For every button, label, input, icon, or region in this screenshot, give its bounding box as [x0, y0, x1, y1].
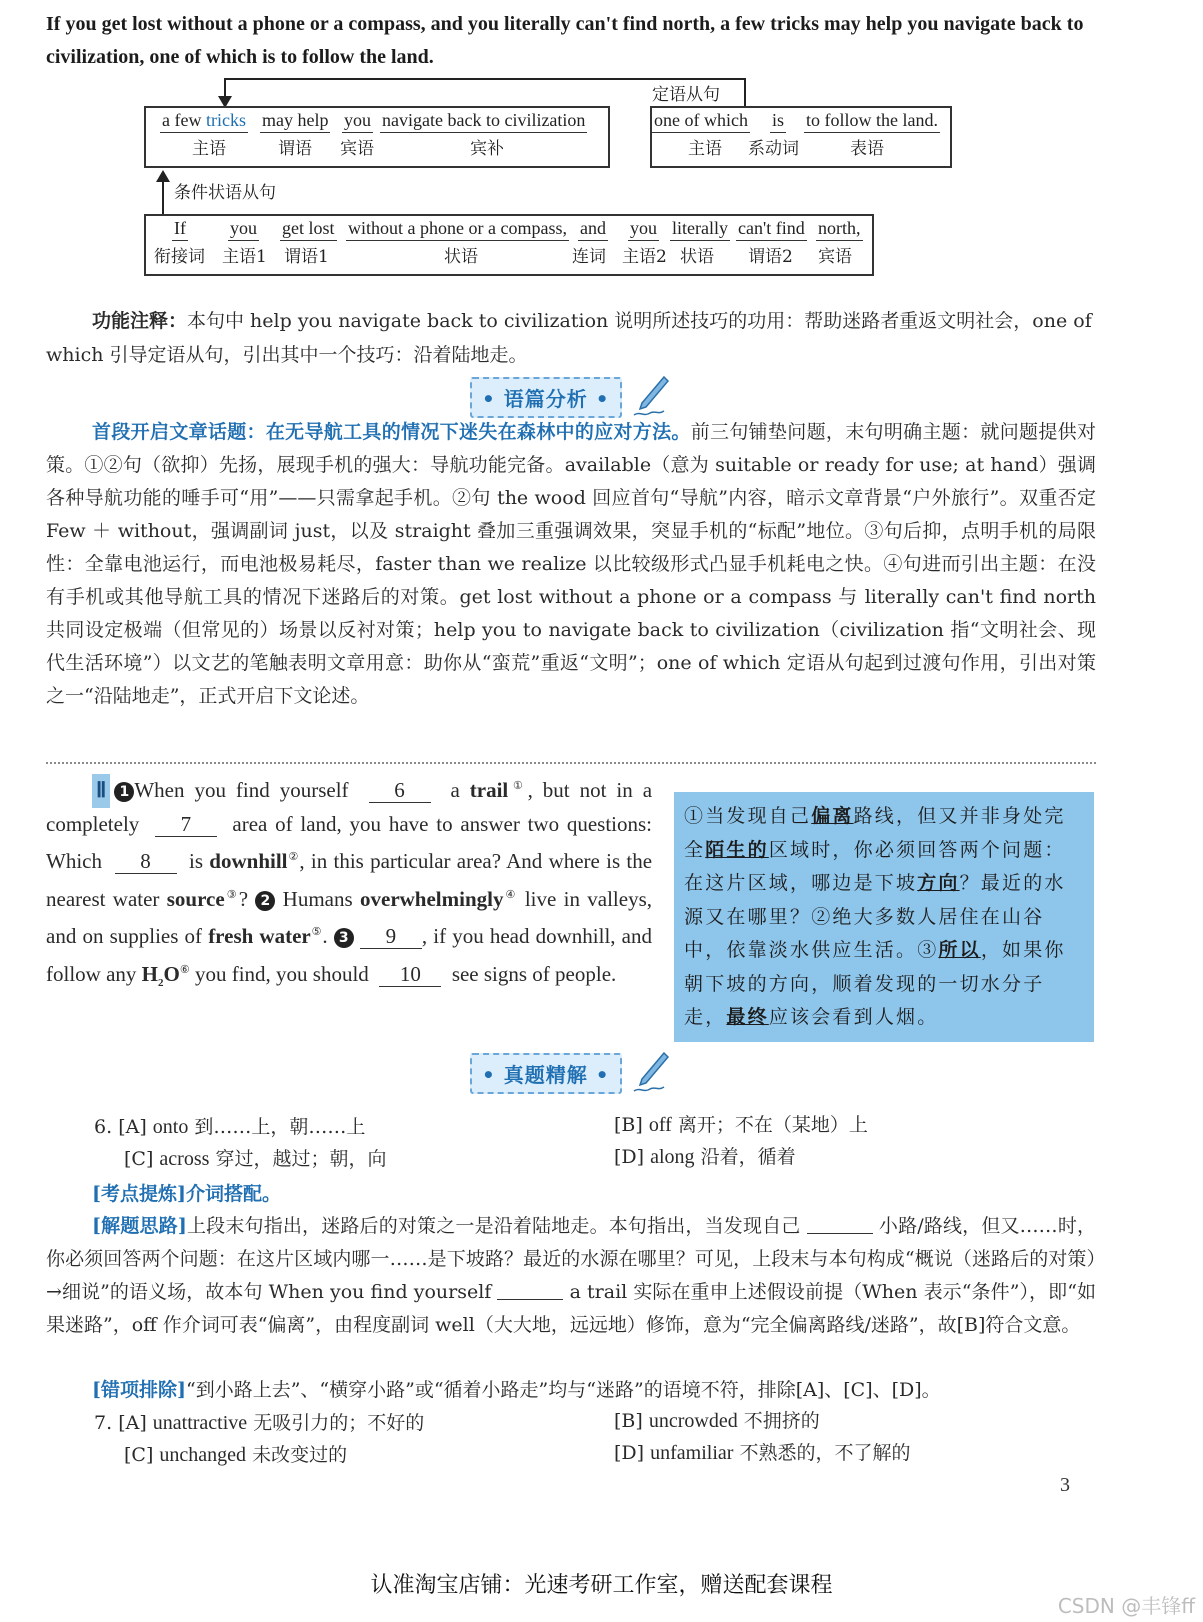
passage-text: is: [189, 849, 204, 873]
sentence-marker: 1: [114, 782, 134, 802]
footnote-marker: ⑥: [179, 963, 190, 976]
keyword: downhill: [209, 849, 288, 873]
pen-icon: [630, 375, 670, 419]
option-key: [B]: [614, 1114, 643, 1136]
footer-notice: 认准淘宝店铺：光速考研工作室，赠送配套课程: [370, 1573, 833, 1598]
q7-option-a[interactable]: [94, 1408, 424, 1438]
option-key: [C]: [124, 1444, 154, 1466]
phrase-linking-verb: is: [770, 110, 786, 133]
role-label: 状语: [680, 247, 714, 267]
test-point-text: 介词搭配。: [185, 1183, 281, 1205]
watermark: CSDN @丰锋ff: [1057, 1594, 1195, 1618]
q6-exclusion: [46, 1374, 1096, 1407]
phrase-object: north,: [816, 218, 863, 241]
section-header-discourse-analysis: [470, 378, 670, 416]
conditional-clause-label: 条件状语从句: [174, 183, 276, 203]
connector-line: [744, 78, 746, 108]
question-number: 6.: [94, 1116, 113, 1138]
passage-text: Humans: [282, 886, 353, 911]
passage-text: , if you head downhill, and follow any: [46, 924, 653, 986]
sentence-marker: 2: [255, 891, 275, 911]
option-meaning: 沿着，循着: [700, 1146, 796, 1168]
option-key: [C]: [124, 1148, 154, 1170]
phrase-object: you: [342, 110, 373, 133]
option-meaning: 不拥挤的: [743, 1410, 820, 1432]
translation-text: 区域时，你必须回答两个问题：在这片区域，哪边是下坡: [684, 838, 1066, 894]
option-word: onto: [152, 1116, 189, 1138]
passage-text: , in this particular area? And where is the nearest water: [46, 849, 653, 911]
q6-option-d[interactable]: [614, 1142, 796, 1172]
inline-blank: [807, 1216, 873, 1234]
translation-text: 应该会看到人烟。: [768, 1006, 939, 1028]
option-meaning: 无吸引力的；不好的: [253, 1412, 425, 1434]
role-label: 谓语2: [748, 247, 793, 267]
q7-option-b[interactable]: [614, 1406, 820, 1436]
keyword: trail: [469, 778, 509, 802]
option-word: unfamiliar: [650, 1442, 734, 1464]
q7-option-d[interactable]: [614, 1438, 910, 1468]
arrow-up-icon: [156, 170, 170, 182]
connector-line: [162, 180, 164, 216]
q6-option-a[interactable]: [94, 1112, 365, 1142]
passage-text: ?: [238, 886, 249, 911]
solution-label: [解题思路]: [92, 1215, 187, 1237]
inline-blank: [497, 1282, 563, 1300]
section-title: • 真题精解 •: [470, 1053, 622, 1094]
relative-clause-label: 定语从句: [652, 85, 720, 105]
passage-text: live in valleys, and on supplies of: [46, 886, 653, 948]
keyword: overwhelmingly: [360, 886, 504, 911]
passage-text: see signs of people.: [451, 961, 617, 986]
blank-7[interactable]: 7: [155, 812, 217, 837]
keyword: source: [166, 886, 225, 911]
option-word: uncrowded: [648, 1410, 738, 1432]
passage-paragraph-2: [46, 770, 652, 1000]
role-label: 宾语: [818, 247, 852, 267]
footnote-marker: ④: [503, 888, 518, 901]
translation-keyword: 陌生的: [705, 838, 769, 861]
option-key: [A]: [118, 1412, 147, 1434]
phrase-predicate: can't find: [736, 218, 807, 241]
keyword-h2o: $H_2O$: [141, 961, 180, 989]
sentence-marker: 3: [334, 928, 354, 948]
phrase-conjunction: and: [578, 218, 608, 241]
role-label: 状语: [444, 247, 478, 267]
phrase-adverbial: without a phone or a compass,: [346, 218, 569, 241]
option-key: [D]: [614, 1442, 645, 1464]
paragraph-number: Ⅱ: [92, 774, 110, 808]
phrase-predicate: get lost: [280, 218, 337, 241]
role-label: 表语: [850, 139, 884, 159]
option-meaning: 不熟悉的，不了解的: [739, 1442, 911, 1464]
phrase-conjunction: If: [172, 218, 188, 241]
question-number: 7.: [94, 1412, 113, 1434]
passage-text: When you find yourself: [134, 778, 349, 802]
solution-text: 小路/路线，但又……时，你必须回答两个问题：在这片区域内哪一……是下坡路？最近的水源在哪里？可见，上段末与本句构成“概说（迷路后的对策）→细说”的语义场，故本句 When you find yourself: [46, 1215, 1097, 1303]
page-number: 3: [1060, 1474, 1070, 1496]
phrase-predicative: to follow the land.: [804, 110, 940, 133]
option-word: unchanged: [159, 1444, 247, 1466]
section-title: • 语篇分析 •: [470, 377, 622, 418]
passage-text: a: [450, 778, 460, 802]
example-sentence: If you get lost without a phone or a compass, and you literally can't find north, a few tricks may help you navigate back to civilization, one of which is to follow the land.: [46, 13, 1084, 68]
phrase-predicate: may help: [260, 110, 330, 133]
role-label: 主语1: [222, 247, 267, 267]
analysis-body: 前三句铺垫问题，末句明确主题：就问题提供对策。①②句（欲抑）先扬，展现手机的强大：导航功能完备。available（意为 suitable or ready for use; at hand）强调各种导航功能的唾手可“用”——只需拿起手机。②句 the wood 回应首句“导航”内容，暗示文章背景“户外旅行”。双重否定 Few ＋ without，强调副词 just，以及 straight 叠加三重强调效果，突显手机的“标配”地位。③句后抑，点明手机的局限性：全靠电池运行，而电池极易耗尽，faster than we realize 以比较级形式凸显手机耗电之快。④句进而引出主题：在没有手机或其他导航工具的情况下迷路后的对策。get lost without a phone or a compass 与 literally can't find north 共同设定极端（但常见的）场景以反衬对策；help you to navigate back to civilization（civilization 指“文明社会、现代生活环境”）以文艺的笔触表明文章用意：助你从“蛮荒”重返“文明”；one of which 定语从句起到过渡句作用，引出对策之一“沿陆地走”，正式开启下文论述。: [46, 421, 1097, 707]
role-label: 衔接词: [154, 247, 205, 267]
blank-10[interactable]: 10: [379, 962, 441, 987]
translation-text: ，如果你朝下坡的方向，顺着发现的一切水分子走，: [684, 939, 1066, 1028]
role-label: 主语: [688, 139, 722, 159]
role-label: 主语2: [622, 247, 667, 267]
q6-test-point: [46, 1178, 1096, 1211]
dotted-divider: [46, 762, 1096, 764]
option-meaning: 到……上，朝……上: [194, 1116, 366, 1138]
footnote-marker: ①: [508, 780, 528, 792]
blank-6[interactable]: 6: [369, 778, 431, 803]
function-note: [46, 304, 1096, 372]
option-word: along: [650, 1146, 695, 1168]
translation-keyword: 偏离: [811, 805, 854, 827]
option-word: across: [159, 1148, 210, 1170]
translation-keyword: 所以: [938, 939, 981, 961]
translation-text: 路线，但又并非身处完全: [684, 805, 1066, 861]
translation-keyword: 方向: [917, 872, 960, 894]
exclusion-text: “到小路上去”、“横穿小路”或“循着小路走”均与“迷路”的语境不符，排除[A]、[C]、[D]。: [185, 1379, 941, 1401]
phrase-subject: you: [628, 218, 659, 241]
passage-text: , but not in a completely: [46, 778, 653, 836]
translation-text: ？最近的水源又在哪里？②绝大多数人居住在山谷中，依靠淡水供应生活。③: [684, 872, 1066, 961]
role-label: 连词: [572, 247, 606, 267]
exclusion-label: [错项排除]: [92, 1379, 186, 1401]
role-label: 谓语: [278, 139, 312, 159]
role-label: 宾语: [340, 139, 374, 159]
footnote-marker: ⑤: [310, 926, 323, 938]
option-meaning: 离开；不在（某地）上: [677, 1114, 868, 1136]
role-label: 宾补: [470, 139, 504, 159]
option-key: [D]: [614, 1146, 645, 1168]
option-word: off: [648, 1114, 672, 1136]
passage-text: area of land, you have to answer two questions: Which: [46, 811, 653, 873]
analysis-lead: 首段开启文章话题：在无导航工具的情况下迷失在森林中的应对方法。: [92, 421, 691, 443]
passage-text: you find, you should: [194, 961, 369, 986]
pen-icon: [630, 1051, 670, 1095]
blank-9[interactable]: 9: [360, 924, 422, 949]
passage-text: .: [322, 924, 328, 948]
option-meaning: 穿过，越过；朝，向: [215, 1148, 387, 1170]
q6-option-c[interactable]: [124, 1144, 386, 1174]
option-meaning: 未改变过的: [252, 1444, 348, 1466]
phrase-subject: one of which: [652, 110, 750, 133]
q6-option-b[interactable]: [614, 1110, 868, 1140]
phrase-adverbial: literally: [670, 218, 730, 241]
footnote-marker: ②: [287, 851, 300, 863]
function-note-text: 本句中 help you navigate back to civilization 说明所述技巧的功用：帮助迷路者重返文明社会，one of which 引导定语从句，引出其中一个技巧：沿着陆地走。: [46, 310, 1092, 366]
discourse-analysis-paragraph: [46, 416, 1096, 713]
translation-keyword: 最终: [726, 1006, 769, 1028]
option-key: [A]: [118, 1116, 147, 1138]
role-label: 系动词: [748, 139, 799, 159]
test-point-label: [考点提炼]: [92, 1183, 186, 1205]
phrase-subject: you: [228, 218, 259, 241]
q7-option-c[interactable]: [124, 1440, 347, 1470]
option-word: unattractive: [152, 1412, 248, 1434]
function-note-label: 功能注释：: [92, 310, 188, 332]
blank-8[interactable]: 8: [115, 849, 177, 874]
solution-text: a trail 实际在重申上述假设前提（When 表示“条件”），即“如果迷路”，off 作介词可表“偏离”，由程度副词 well（大大地，远远地）修饰，意为“完全偏离路线/迷路”，故[B]符合文意。: [46, 1281, 1096, 1336]
option-key: [B]: [614, 1410, 643, 1432]
keyword: fresh water: [208, 924, 311, 948]
translation-box: [674, 792, 1094, 1042]
phrase-complement: navigate back to civilization: [380, 110, 587, 133]
role-label: 主语: [192, 139, 226, 159]
solution-text: 上段末句指出，迷路后的对策之一是沿着陆地走。本句指出，当发现自己: [186, 1215, 801, 1237]
section-header-exam-solutions: [470, 1054, 670, 1092]
q6-solution-thinking: [46, 1210, 1096, 1342]
role-label: 谓语1: [284, 247, 329, 267]
translation-text: ①当发现自己: [684, 805, 812, 827]
footnote-marker: ③: [224, 888, 239, 901]
phrase-subject: a few tricks: [160, 110, 248, 133]
sentence-structure-diagram: [46, 76, 1096, 288]
